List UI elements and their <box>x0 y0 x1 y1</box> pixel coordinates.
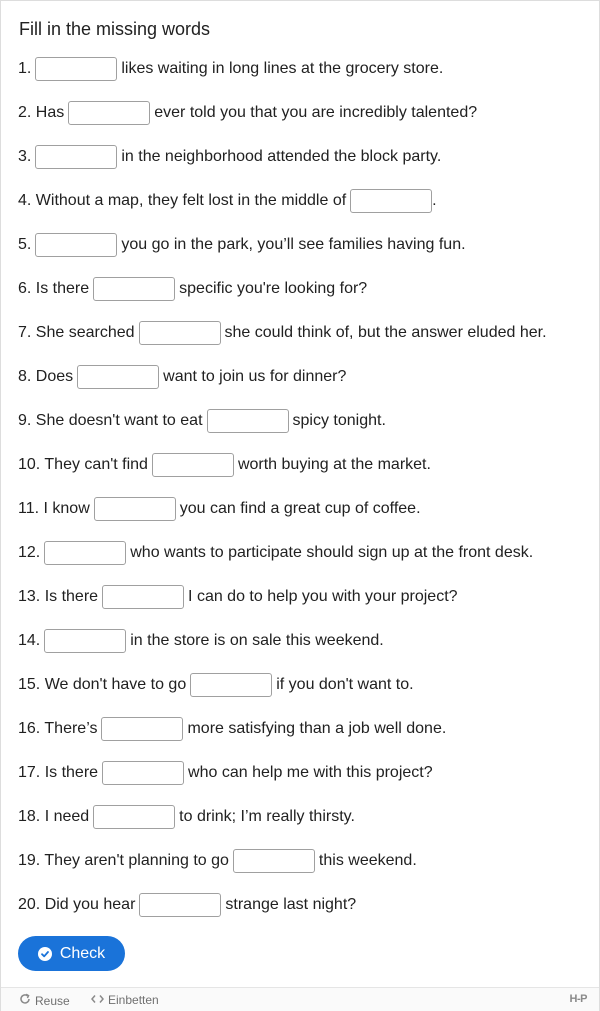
question-text-before: 16. There’s <box>18 720 98 737</box>
question-text-before: 5. <box>18 236 32 253</box>
question-text-after: worth buying at the market. <box>237 456 431 473</box>
reuse-button[interactable] <box>19 993 70 1008</box>
question-6 <box>18 267 588 311</box>
check-button[interactable] <box>18 936 125 971</box>
question-text-before: 20. Did you hear <box>18 896 136 913</box>
question-text-before: 11. I know <box>18 500 90 517</box>
question-text-after: likes waiting in long lines at the grocery store. <box>121 60 444 77</box>
blank-input-6[interactable] <box>93 277 175 301</box>
question-15 <box>18 663 588 707</box>
blank-input-4[interactable] <box>350 189 432 213</box>
reuse-icon <box>19 993 31 1008</box>
blank-input-12[interactable] <box>44 541 126 565</box>
question-11 <box>18 487 588 531</box>
question-text-after: I can do to help you with your project? <box>188 588 458 605</box>
question-text-before: 15. We don't have to go <box>18 676 187 693</box>
question-text-before: 17. Is there <box>18 764 99 781</box>
question-7 <box>18 311 588 355</box>
question-text-after: . <box>432 192 437 209</box>
question-13 <box>18 575 588 619</box>
blank-input-17[interactable] <box>102 761 184 785</box>
question-text-after: she could think of, but the answer eluded her. <box>224 324 547 341</box>
blank-input-13[interactable] <box>102 585 184 609</box>
question-list <box>18 47 588 927</box>
question-text-after: strange last night? <box>225 896 357 913</box>
embed-label: Einbetten <box>108 993 159 1007</box>
question-text-after: this weekend. <box>318 852 417 869</box>
question-text-after: in the neighborhood attended the block party. <box>121 148 442 165</box>
question-text-before: 2. Has <box>18 104 65 121</box>
question-20 <box>18 883 588 927</box>
question-text-after: more satisfying than a job well done. <box>187 720 447 737</box>
question-text-after: you can find a great cup of coffee. <box>179 500 421 517</box>
question-text-after: you go in the park, you’ll see families having fun. <box>121 236 466 253</box>
blank-input-11[interactable] <box>94 497 176 521</box>
blank-input-10[interactable] <box>152 453 234 477</box>
question-text-before: 7. She searched <box>18 324 135 341</box>
question-text-after: if you don't want to. <box>276 676 414 693</box>
h5p-logo[interactable]: H-P <box>569 993 587 1005</box>
blank-input-16[interactable] <box>101 717 183 741</box>
code-icon <box>91 993 104 1007</box>
question-text-before: 9. She doesn't want to eat <box>18 412 203 429</box>
question-text-after: who wants to participate should sign up at the front desk. <box>130 544 534 561</box>
question-text-after: in the store is on sale this weekend. <box>130 632 384 649</box>
question-text-after: ever told you that you are incredibly talented? <box>154 104 478 121</box>
question-text-before: 1. <box>18 60 32 77</box>
question-text-before: 10. They can't find <box>18 456 148 473</box>
blank-input-18[interactable] <box>93 805 175 829</box>
question-text-after: specific you're looking for? <box>179 280 368 297</box>
question-text-before: 18. I need <box>18 808 90 825</box>
question-text-before: 3. <box>18 148 32 165</box>
blank-input-1[interactable] <box>35 57 117 81</box>
question-text-before: 8. Does <box>18 368 74 385</box>
question-text-before: 12. <box>18 544 41 561</box>
question-text-before: 4. Without a map, they felt lost in the middle of <box>18 192 347 209</box>
question-9 <box>18 399 588 443</box>
question-text-after: who can help me with this project? <box>188 764 433 781</box>
footer-bar <box>1 987 599 1011</box>
reuse-label: Reuse <box>35 993 70 1008</box>
question-17 <box>18 751 588 795</box>
question-4 <box>18 179 588 223</box>
question-14 <box>18 619 588 663</box>
question-19 <box>18 839 588 883</box>
question-12 <box>18 531 588 575</box>
blank-input-5[interactable] <box>35 233 117 257</box>
question-text-before: 6. Is there <box>18 280 90 297</box>
question-18 <box>18 795 588 839</box>
question-5 <box>18 223 588 267</box>
question-text-before: 14. <box>18 632 41 649</box>
blank-input-19[interactable] <box>233 849 315 873</box>
check-circle-icon <box>38 947 52 961</box>
question-3 <box>18 135 588 179</box>
question-text-after: want to join us for dinner? <box>163 368 347 385</box>
question-text-before: 13. Is there <box>18 588 99 605</box>
blank-input-20[interactable] <box>139 893 221 917</box>
question-text-after: spicy tonight. <box>292 412 386 429</box>
blank-input-3[interactable] <box>35 145 117 169</box>
task-title: Fill in the missing words <box>19 19 211 39</box>
question-1 <box>18 47 588 91</box>
blank-input-14[interactable] <box>44 629 126 653</box>
question-8 <box>18 355 588 399</box>
blank-input-2[interactable] <box>68 101 150 125</box>
question-2 <box>18 91 588 135</box>
question-text-before: 19. They aren't planning to go <box>18 852 229 869</box>
question-16 <box>18 707 588 751</box>
question-text-after: to drink; I’m really thirsty. <box>179 808 355 825</box>
question-10 <box>18 443 588 487</box>
blank-input-8[interactable] <box>77 365 159 389</box>
blank-input-15[interactable] <box>190 673 272 697</box>
check-button-label: Check <box>59 944 106 962</box>
blank-input-9[interactable] <box>207 409 289 433</box>
blank-input-7[interactable] <box>139 321 221 345</box>
embed-button[interactable] <box>91 993 159 1007</box>
